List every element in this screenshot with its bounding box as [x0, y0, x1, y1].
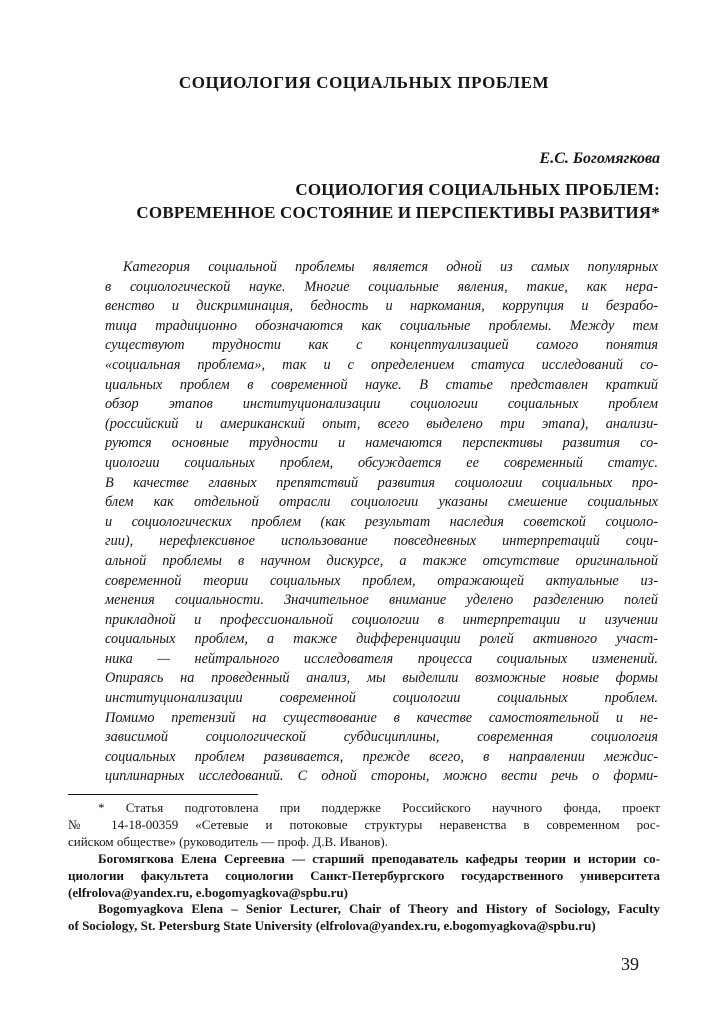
text-line: в социологической науке. Многие социальные явления, такие, как нера-	[105, 278, 658, 295]
text-line: и социологических проблем (как результат наследия советской социоло-	[105, 513, 658, 530]
text-line: Категория социальной проблемы является одной из самых популярных	[123, 259, 658, 275]
text-line: ника — нейтрального исследователя процесса социальных изменений.	[105, 650, 658, 667]
text-line: Помимо претензий на существование в качестве самостоятельной и не-	[105, 709, 658, 726]
text-line: Опираясь на проведенный анализ, мы выделили возможные новые формы	[105, 670, 658, 687]
footnote-divider	[68, 794, 258, 795]
text-line: руются основные трудности и намечаются перспективы развития со-	[105, 435, 658, 452]
footnote-author-info-en	[68, 901, 660, 935]
text-line: of Sociology, St. Petersburg State University (elfrolova@yandex.ru, e.bogomyagkova@spbu.ru)	[68, 918, 596, 934]
text-line: существуют трудности как с концептуализацией самого понятия	[105, 337, 658, 354]
text-line: блем как отдельной отрасли социологии указаны смешение социальных	[105, 494, 658, 511]
text-line: сийском обществе» (руководитель — проф. Д.В. Иванов).	[68, 833, 388, 849]
article-title	[68, 179, 660, 224]
text-line: тица традиционно обозначаются как социальные проблемы. Между тем	[105, 317, 658, 334]
footnote-grant-note	[68, 800, 660, 851]
text-line: (российский и американский опыт, всего выделено три этапа), анализи-	[105, 415, 658, 432]
text-line: циологии социальных проблем, обсуждается ее современный статус.	[105, 454, 658, 471]
text-line: Богомягкова Елена Сергеевна — старший преподаватель кафедры теории и истории со-	[98, 850, 660, 866]
text-line: менения социальности. Значительное внимание уделено разделению полей	[105, 592, 658, 609]
text-line: прикладной и профессиональной социологии в интерпретации и изучении	[105, 611, 658, 628]
footnote-author-info-ru	[68, 851, 660, 902]
text-line: циплинарных исследований. С одной стороны, можно вести речь о форми-	[105, 768, 658, 785]
text-line: «социальная проблема», так и с определением статуса исследований со-	[105, 356, 658, 373]
text-line: * Статья подготовлена при поддержке Российского научного фонда, проект	[98, 800, 660, 815]
page-number: 39	[621, 954, 639, 974]
text-line: (elfrolova@yandex.ru, e.bogomyagkova@spbu.ru)	[68, 884, 348, 900]
text-line: социальных проблем развивается, прежде всего, в направлении междис-	[105, 748, 658, 765]
text-line: альной проблемы в научном дискурсе, а также отсутствие оригинальной	[105, 552, 658, 569]
text-line: СОЦИОЛОГИЯ СОЦИАЛЬНЫХ ПРОБЛЕМ:	[295, 180, 660, 199]
text-line: № 14-18-00359 «Сетевые и потоковые структуры неравенства в современном рос-	[68, 816, 660, 832]
article-abstract	[105, 258, 658, 787]
text-line: СОВРЕМЕННОЕ СОСТОЯНИЕ И ПЕРСПЕКТИВЫ РАЗВИТИЯ*	[136, 202, 660, 222]
section-rubric-heading: СОЦИОЛОГИЯ СОЦИАЛЬНЫХ ПРОБЛЕМ	[178, 73, 550, 92]
text-line: современной теории социальных проблем, отражающей актуальные из-	[105, 572, 658, 589]
text-line: венство и дискриминация, бедность и наркомания, коррупция и безрабо-	[105, 298, 658, 315]
text-line: обзор этапов институционализации социологии социальных проблем	[105, 396, 658, 413]
text-line: гии), нерефлексивное использование повседневных интерпретаций соци-	[105, 533, 658, 550]
text-line: социальных проблем, а также дифференциации ролей активного участ-	[105, 631, 658, 648]
footnote-block	[68, 794, 660, 935]
text-line: институционализации современной социологии социальных проблем.	[105, 690, 658, 707]
text-line: циальных проблем в современной науке. В статье представлен краткий	[105, 376, 658, 393]
article-author: Е.С. Богомягкова	[539, 150, 660, 167]
text-line: В качестве главных препятствий развития социологии социальных про-	[105, 474, 658, 491]
text-line: циологии факультета социологии Санкт-Петербургского государственного университета	[68, 867, 660, 883]
text-line: зависимой социологической субдисциплины, современная социология	[105, 729, 658, 746]
text-line: Bogomyagkova Elena – Senior Lecturer, Chair of Theory and History of Sociology, Faculty	[98, 901, 660, 917]
